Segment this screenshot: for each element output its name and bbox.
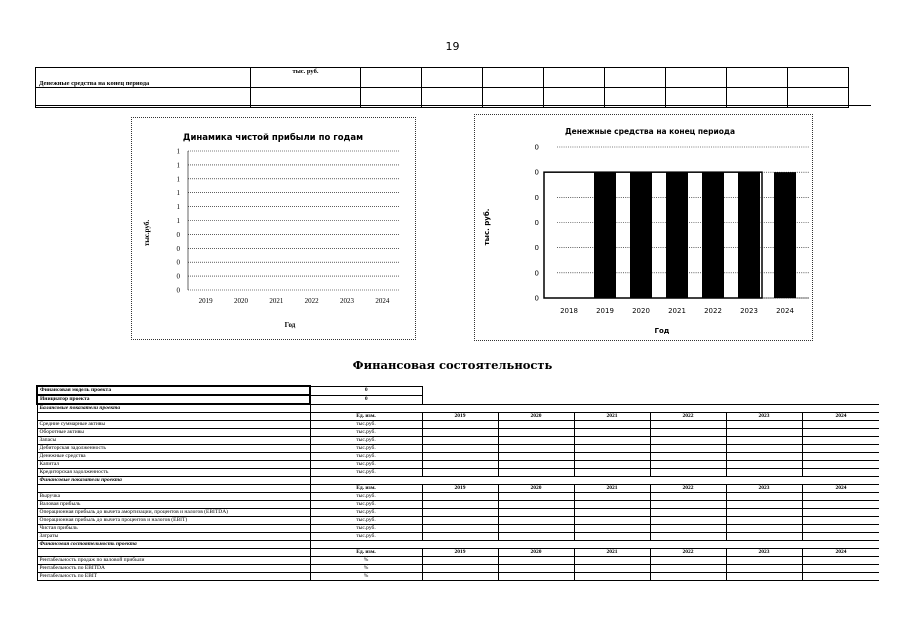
- x-tick-label: 2022: [304, 297, 319, 305]
- table-cell: [498, 453, 574, 461]
- table-cell: [37, 413, 310, 421]
- table-row: [37, 386, 879, 395]
- table-cell: [666, 68, 727, 88]
- y-tick-label: 0: [534, 168, 539, 177]
- x-tick-label: 2024: [776, 307, 794, 315]
- table-row: [37, 557, 879, 565]
- model-value: 0: [310, 386, 422, 395]
- row-unit: %: [310, 565, 422, 573]
- bar: [630, 172, 652, 298]
- row-label: Чистая прибыль: [37, 525, 310, 533]
- y-tick-label: 0: [176, 258, 180, 267]
- row-label: Валовая прибыль: [37, 501, 310, 509]
- year-header: 2022: [650, 549, 726, 557]
- table-cell: [726, 565, 802, 573]
- bar: [738, 172, 760, 298]
- table-row: [37, 477, 879, 485]
- row-unit: тыс.руб.: [310, 517, 422, 525]
- table-row: [36, 68, 849, 88]
- table-row: [37, 517, 879, 525]
- row-label: Оборотные активы: [37, 429, 310, 437]
- financial-table-wrap: [36, 385, 879, 640]
- table-cell: [802, 461, 879, 469]
- section-title: Финансовая состоятельность: [352, 358, 553, 372]
- x-axis-label: Год: [284, 321, 296, 329]
- table-cell: [574, 445, 650, 453]
- table-cell: [498, 461, 574, 469]
- table-cell: [574, 493, 650, 501]
- table-cell: [498, 557, 574, 565]
- divider: [35, 105, 871, 106]
- table-row: [37, 421, 879, 429]
- row-label: Денежные средства: [37, 453, 310, 461]
- table-cell: [726, 461, 802, 469]
- table-cell: [650, 573, 726, 581]
- table-cell: [422, 429, 498, 437]
- net-profit-chart-svg: [132, 118, 415, 339]
- table-cell: [650, 469, 726, 477]
- table-cell: [726, 509, 802, 517]
- table-cell: [802, 557, 879, 565]
- table-cell: [574, 437, 650, 445]
- table-cell: [726, 469, 802, 477]
- table-cell: [498, 421, 574, 429]
- table-cell: [802, 453, 879, 461]
- year-header: 2021: [574, 413, 650, 421]
- row-label: Дебиторская задолженность: [37, 445, 310, 453]
- table-cell: [422, 68, 483, 88]
- table-cell: [422, 395, 879, 404]
- table-cell: [498, 533, 574, 541]
- year-header: 2021: [574, 549, 650, 557]
- table-cell: [802, 533, 879, 541]
- table-cell: [650, 461, 726, 469]
- table-cell: [422, 565, 498, 573]
- x-tick-label: 2019: [596, 307, 614, 315]
- table-cell: [650, 565, 726, 573]
- financial-table: [36, 385, 879, 581]
- table-cell: [802, 445, 879, 453]
- table-cell: [726, 533, 802, 541]
- y-tick-label: 1: [176, 203, 180, 212]
- row-unit: %: [310, 573, 422, 581]
- cash-end-period-table: [35, 67, 849, 108]
- table-cell: [802, 469, 879, 477]
- table-cell: [37, 485, 310, 493]
- table-cell: [802, 517, 879, 525]
- table-cell: [726, 573, 802, 581]
- table-cell: [37, 549, 310, 557]
- table-cell: [361, 68, 422, 88]
- table-row: [37, 485, 879, 493]
- table-cell: [310, 541, 879, 549]
- table-cell: [726, 493, 802, 501]
- table-row: [37, 395, 879, 404]
- chart-title: Динамика чистой прибыли по годам: [182, 133, 364, 143]
- table-cell: [650, 429, 726, 437]
- y-axis-label: тыс. руб.: [483, 208, 491, 246]
- table-row: [37, 525, 879, 533]
- table-cell: [802, 493, 879, 501]
- row-label: Рентабельность продаж по валовой прибыли: [37, 557, 310, 565]
- y-tick-label: 0: [534, 294, 539, 303]
- y-tick-label: 0: [534, 244, 539, 253]
- table-cell: [650, 445, 726, 453]
- table-cell: [498, 501, 574, 509]
- table-row: [37, 404, 879, 413]
- table-cell: [498, 525, 574, 533]
- row-unit: тыс.руб.: [310, 493, 422, 501]
- row-label: Затраты: [37, 533, 310, 541]
- row-unit: тыс.руб.: [310, 525, 422, 533]
- table-cell: [650, 453, 726, 461]
- x-tick-label: 2018: [560, 307, 578, 315]
- row-label: Рентабельность по EBIT: [37, 573, 310, 581]
- x-tick-label: 2020: [234, 297, 248, 305]
- table-cell: [650, 509, 726, 517]
- section-header: Финансовые показатели проекта: [37, 477, 310, 485]
- section-header: Финансовая состоятельность проекта: [37, 541, 310, 549]
- year-header: 2020: [498, 413, 574, 421]
- table-cell: [422, 517, 498, 525]
- year-header: 2022: [650, 485, 726, 493]
- table-cell: [498, 469, 574, 477]
- row-unit: тыс.руб.: [310, 509, 422, 517]
- table-cell: [726, 421, 802, 429]
- year-header: 2024: [802, 413, 879, 421]
- table-cell: [802, 565, 879, 573]
- net-profit-chart: [131, 117, 416, 340]
- table-cell: [422, 421, 498, 429]
- year-header: 2024: [802, 485, 879, 493]
- table-cell: [650, 517, 726, 525]
- table-cell: [422, 453, 498, 461]
- row-unit: тыс.руб.: [310, 437, 422, 445]
- bar: [594, 172, 616, 298]
- y-tick-label: 1: [176, 217, 180, 225]
- table-cell: [726, 429, 802, 437]
- table-cell: [574, 525, 650, 533]
- initiator-label: Инициатор проекта: [37, 395, 310, 404]
- year-header: 2019: [422, 413, 498, 421]
- table-cell: [574, 461, 650, 469]
- x-tick-label: 2021: [269, 297, 284, 305]
- table-cell: [422, 501, 498, 509]
- year-header: 2023: [726, 549, 802, 557]
- table-cell: [574, 429, 650, 437]
- page-number: 19: [445, 40, 460, 53]
- chart-title: Денежные средства на конец периода: [564, 127, 736, 136]
- row-unit: тыс.руб.: [310, 421, 422, 429]
- table-cell: [574, 501, 650, 509]
- table-cell: [574, 565, 650, 573]
- initiator-value: 0: [310, 395, 422, 404]
- table-cell: [802, 501, 879, 509]
- table-row: [37, 413, 879, 421]
- model-label: Финансовая модель проекта: [37, 386, 310, 395]
- table-cell: [802, 525, 879, 533]
- table-row: [37, 437, 879, 445]
- row-label: Операционная прибыль до вычета амортизации, процентов и налогов (EBITDA): [37, 509, 310, 517]
- table-row: [37, 493, 879, 501]
- table-cell: [650, 437, 726, 445]
- table-cell: [544, 68, 605, 88]
- table-cell: [574, 509, 650, 517]
- y-tick-label: 0: [176, 244, 180, 253]
- table-cell: [605, 68, 666, 88]
- table-row: [37, 533, 879, 541]
- row-label: Операционная прибыль до вычета процентов и налогов (EBIT): [37, 517, 310, 525]
- row-label: Денежные средства на конец периода: [36, 68, 251, 88]
- row-label: Капитал: [37, 461, 310, 469]
- table-cell: [574, 517, 650, 525]
- table-cell: [726, 557, 802, 565]
- table-row: [37, 461, 879, 469]
- table-cell: [650, 421, 726, 429]
- y-tick-label: 0: [176, 230, 180, 239]
- table-cell: [422, 461, 498, 469]
- table-cell: [802, 429, 879, 437]
- y-tick-label: 0: [534, 219, 539, 227]
- table-row: [37, 565, 879, 573]
- row-label: Средние суммарные активы: [37, 421, 310, 429]
- table-cell: [422, 509, 498, 517]
- year-header: 2022: [650, 413, 726, 421]
- table-cell: [498, 437, 574, 445]
- unit-header: Ед. изм.: [310, 485, 422, 493]
- table-cell: [498, 565, 574, 573]
- table-cell: [788, 68, 849, 88]
- table-cell: [574, 533, 650, 541]
- table-cell: [574, 469, 650, 477]
- year-header: 2024: [802, 549, 879, 557]
- row-unit: тыс.руб.: [310, 445, 422, 453]
- y-tick-label: 1: [176, 161, 180, 170]
- table-cell: [498, 573, 574, 581]
- x-tick-label: 2021: [668, 307, 686, 315]
- table-cell: [727, 68, 788, 88]
- table-cell: [498, 429, 574, 437]
- row-label: Выручка: [37, 493, 310, 501]
- table-cell: [498, 445, 574, 453]
- table-cell: [422, 557, 498, 565]
- y-tick-label: 0: [534, 143, 539, 152]
- row-unit: тыс.руб.: [310, 453, 422, 461]
- year-header: 2021: [574, 485, 650, 493]
- table-cell: [726, 501, 802, 509]
- unit-header: Ед. изм.: [310, 413, 422, 421]
- x-tick-label: 2022: [704, 307, 722, 315]
- table-cell: [422, 469, 498, 477]
- bar: [774, 172, 796, 298]
- table-cell: [726, 445, 802, 453]
- table-cell: [498, 517, 574, 525]
- table-cell: [422, 386, 879, 395]
- x-tick-label: 2024: [375, 297, 390, 305]
- table-cell: [498, 493, 574, 501]
- table-row: [37, 573, 879, 581]
- section-header: Балансовые показатели проекта: [37, 404, 310, 413]
- table-cell: [310, 404, 879, 413]
- table-row: [37, 541, 879, 549]
- table-cell: [650, 493, 726, 501]
- year-header: 2020: [498, 549, 574, 557]
- year-header: 2023: [726, 413, 802, 421]
- table-cell: [726, 437, 802, 445]
- table-cell: [310, 477, 879, 485]
- table-row: [37, 501, 879, 509]
- table-cell: [650, 501, 726, 509]
- table-cell: [422, 573, 498, 581]
- y-tick-label: 0: [534, 193, 539, 202]
- table-cell: [802, 421, 879, 429]
- table-cell: [574, 421, 650, 429]
- x-tick-label: 2023: [340, 297, 354, 305]
- x-axis-label: Год: [654, 327, 670, 335]
- row-label: Запасы: [37, 437, 310, 445]
- cash-chart: [474, 114, 813, 341]
- unit-header: Ед. изм.: [310, 549, 422, 557]
- table-cell: [650, 533, 726, 541]
- table-row: [37, 445, 879, 453]
- table-cell: [802, 437, 879, 445]
- year-header: 2019: [422, 485, 498, 493]
- table-cell: [650, 557, 726, 565]
- y-tick-label: 1: [176, 147, 180, 156]
- cash-chart-svg: [475, 115, 812, 340]
- y-tick-label: 0: [534, 269, 539, 278]
- row-unit: тыс.руб.: [310, 501, 422, 509]
- x-tick-label: 2023: [740, 307, 758, 315]
- row-unit: тыс.руб.: [310, 533, 422, 541]
- bar: [702, 172, 724, 298]
- row-unit: тыс.руб.: [310, 429, 422, 437]
- table-cell: [483, 68, 544, 88]
- year-header: 2019: [422, 549, 498, 557]
- table-row: [37, 549, 879, 557]
- table-cell: [574, 573, 650, 581]
- row-unit: тыс.руб.: [310, 461, 422, 469]
- row-unit: тыс.руб.: [310, 469, 422, 477]
- table-cell: [422, 533, 498, 541]
- y-axis-label: тыс.руб.: [143, 219, 151, 247]
- table-cell: [802, 509, 879, 517]
- table-cell: [726, 517, 802, 525]
- table-row: [37, 469, 879, 477]
- table-cell: [422, 445, 498, 453]
- table-cell: [726, 525, 802, 533]
- year-header: 2023: [726, 485, 802, 493]
- y-tick-label: 1: [176, 189, 180, 198]
- row-unit: тыс. руб.: [251, 68, 361, 88]
- table-row: [37, 429, 879, 437]
- x-tick-label: 2020: [632, 307, 650, 315]
- y-tick-label: 1: [176, 175, 180, 184]
- table-cell: [726, 453, 802, 461]
- table-cell: [650, 525, 726, 533]
- bar-frame: [544, 172, 762, 298]
- table-cell: [422, 437, 498, 445]
- table-cell: [422, 493, 498, 501]
- table-cell: [422, 525, 498, 533]
- y-tick-label: 0: [176, 272, 180, 281]
- year-header: 2020: [498, 485, 574, 493]
- table-cell: [574, 453, 650, 461]
- row-unit: %: [310, 557, 422, 565]
- table-row: [37, 509, 879, 517]
- y-tick-label: 0: [176, 286, 180, 295]
- row-label: Кредиторская задолженность: [37, 469, 310, 477]
- bar: [666, 172, 688, 298]
- x-tick-label: 2019: [198, 297, 213, 305]
- table-cell: [802, 573, 879, 581]
- table-cell: [498, 509, 574, 517]
- row-label: Рентабельность по EBITDA: [37, 565, 310, 573]
- table-cell: [574, 557, 650, 565]
- table-row: [37, 453, 879, 461]
